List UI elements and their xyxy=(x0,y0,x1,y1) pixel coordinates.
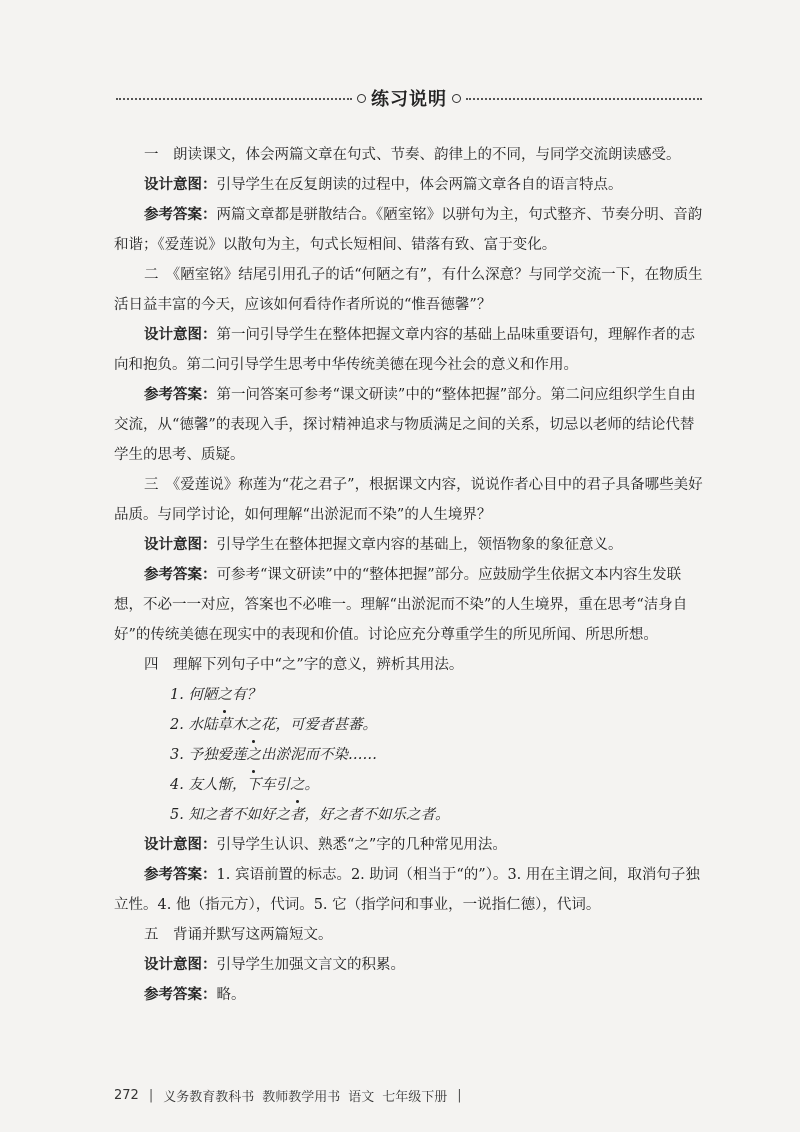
example-text: 花，可爱者甚蕃。 xyxy=(260,717,377,733)
answer-text: 1. 宾语前置的标志。2. 助词（相当于“的”）。3. 用在主谓之间，取消句子独立性。4. 他（指元方），代词。5. 它（指学问和事业，一说指仁德），代词。 xyxy=(114,867,700,913)
example-sentence-5: 5. 知之者不如好之者，好之者不如乐之者。 xyxy=(170,807,450,823)
answer-label: 参考答案： xyxy=(144,867,217,883)
question-3: 三 《爱莲说》称莲为“花之君子”，根据课文内容，说说作者心目中的君子具备哪些美好品质。与同学讨论，如何理解“出淤泥而不染”的人生境界？ xyxy=(114,477,703,523)
intent-label: 设计意图： xyxy=(144,177,217,193)
question-2: 二 《陋室铭》结尾引用孔子的话“何陋之有”，有什么深意？与同学交流一下，在物质生活日益丰富的今天，应该如何看待作者所说的“惟吾德馨”？ xyxy=(114,267,703,313)
dotted-rule-left xyxy=(116,98,352,100)
example-text: 1. 何陋 xyxy=(170,687,218,703)
exercise-notes xyxy=(114,140,704,1010)
example-sentence-2 xyxy=(114,710,704,740)
footer-series: 义务教育教科书 xyxy=(163,1090,255,1105)
section-title: 练习说明 xyxy=(371,89,447,110)
example-sentence-4 xyxy=(114,770,704,800)
footer-divider: | xyxy=(457,1088,462,1103)
example-text: 有？ xyxy=(231,687,261,703)
answer-text: 略。 xyxy=(216,987,246,1003)
intent-text: 引导学生加强文言文的积累。 xyxy=(216,957,405,973)
answer-text: 可参考“课文研读”中的“整体把握”部分。应鼓励学生依据文本内容生发联想，不必一一对应，答案也不必唯一。理解“出淤泥而不染”的人生境界，重在思考“洁身自好”的传统美德在现实中的表现和价值。讨论应充分尊重学生的所见所闻、所思所想。 xyxy=(114,567,688,643)
emphasized-char: 之 xyxy=(290,770,305,800)
intent-text: 引导学生认识、熟悉“之”字的几种常见用法。 xyxy=(216,837,507,853)
question-1: 一 朗读课文，体会两篇文章在句式、节奏、韵律上的不同，与同学交流朗读感受。 xyxy=(144,147,681,163)
example-text: 4. 友人惭，下车引 xyxy=(170,777,290,793)
emphasized-char: 之 xyxy=(217,680,232,710)
section-header xyxy=(116,86,702,110)
example-sentence-3 xyxy=(114,740,704,770)
footer-book-type: 教师教学用书 xyxy=(262,1090,341,1105)
question-3-intent xyxy=(114,530,704,560)
question-5: 五 背诵并默写这两篇短文。 xyxy=(144,927,333,943)
intent-text: 引导学生在整体把握文章内容的基础上，领悟物象的象征意义。 xyxy=(216,537,623,553)
example-text: 出淤泥而不染…… xyxy=(260,747,377,763)
intent-label: 设计意图： xyxy=(144,537,217,553)
question-3-answer xyxy=(114,560,704,650)
ring-ornament-right xyxy=(452,94,461,103)
example-text: 。 xyxy=(304,777,319,793)
question-2-answer xyxy=(114,380,704,470)
question-1-answer xyxy=(114,200,704,260)
question-5-answer xyxy=(114,980,704,1010)
question-4: 四 理解下列句子中“之”字的意义，辨析其用法。 xyxy=(144,657,464,673)
example-text: 2. 水陆草木 xyxy=(170,717,247,733)
question-4-intent xyxy=(114,830,704,860)
intent-label: 设计意图： xyxy=(144,837,217,853)
intent-text: 第一问引导学生在整体把握文章内容的基础上品味重要语句，理解作者的志向和抱负。第二问引导学生思考中华传统美德在现今社会的意义和作用。 xyxy=(114,327,695,373)
emphasized-char: 之 xyxy=(246,740,261,770)
answer-label: 参考答案： xyxy=(144,987,217,1003)
question-2-intent xyxy=(114,320,704,380)
answer-text: 两篇文章都是骈散结合。《陋室铭》以骈句为主，句式整齐、节奏分明、音韵和谐；《爱莲说》以散句为主，句式长短相间、错落有致、富于变化。 xyxy=(114,207,703,253)
answer-label: 参考答案： xyxy=(144,567,217,583)
intent-label: 设计意图： xyxy=(144,327,217,343)
example-text: 3. 予独爱莲 xyxy=(170,747,247,763)
answer-text: 第一问答案可参考“课文研读”中的“整体把握”部分。第二问应组织学生自由交流，从“德馨”的表现入手，探讨精神追求与物质满足之间的关系，切忌以老师的结论代替学生的思考、质疑。 xyxy=(114,387,696,463)
page-footer xyxy=(114,1086,472,1105)
footer-subject: 语文 xyxy=(348,1090,375,1105)
dotted-rule-right xyxy=(466,98,702,100)
intent-label: 设计意图： xyxy=(144,957,217,973)
footer-grade: 七年级下册 xyxy=(382,1090,448,1105)
example-sentence-1 xyxy=(114,680,704,710)
footer-divider: | xyxy=(148,1088,154,1103)
question-1-intent xyxy=(114,170,704,200)
page-number: 272 xyxy=(114,1088,139,1103)
emphasized-char: 之 xyxy=(246,710,261,740)
answer-label: 参考答案： xyxy=(144,207,217,223)
question-5-intent xyxy=(114,950,704,980)
intent-text: 引导学生在反复朗读的过程中，体会两篇文章各自的语言特点。 xyxy=(216,177,623,193)
answer-label: 参考答案： xyxy=(144,387,217,403)
ring-ornament-left xyxy=(357,94,366,103)
question-4-answer xyxy=(114,860,704,920)
